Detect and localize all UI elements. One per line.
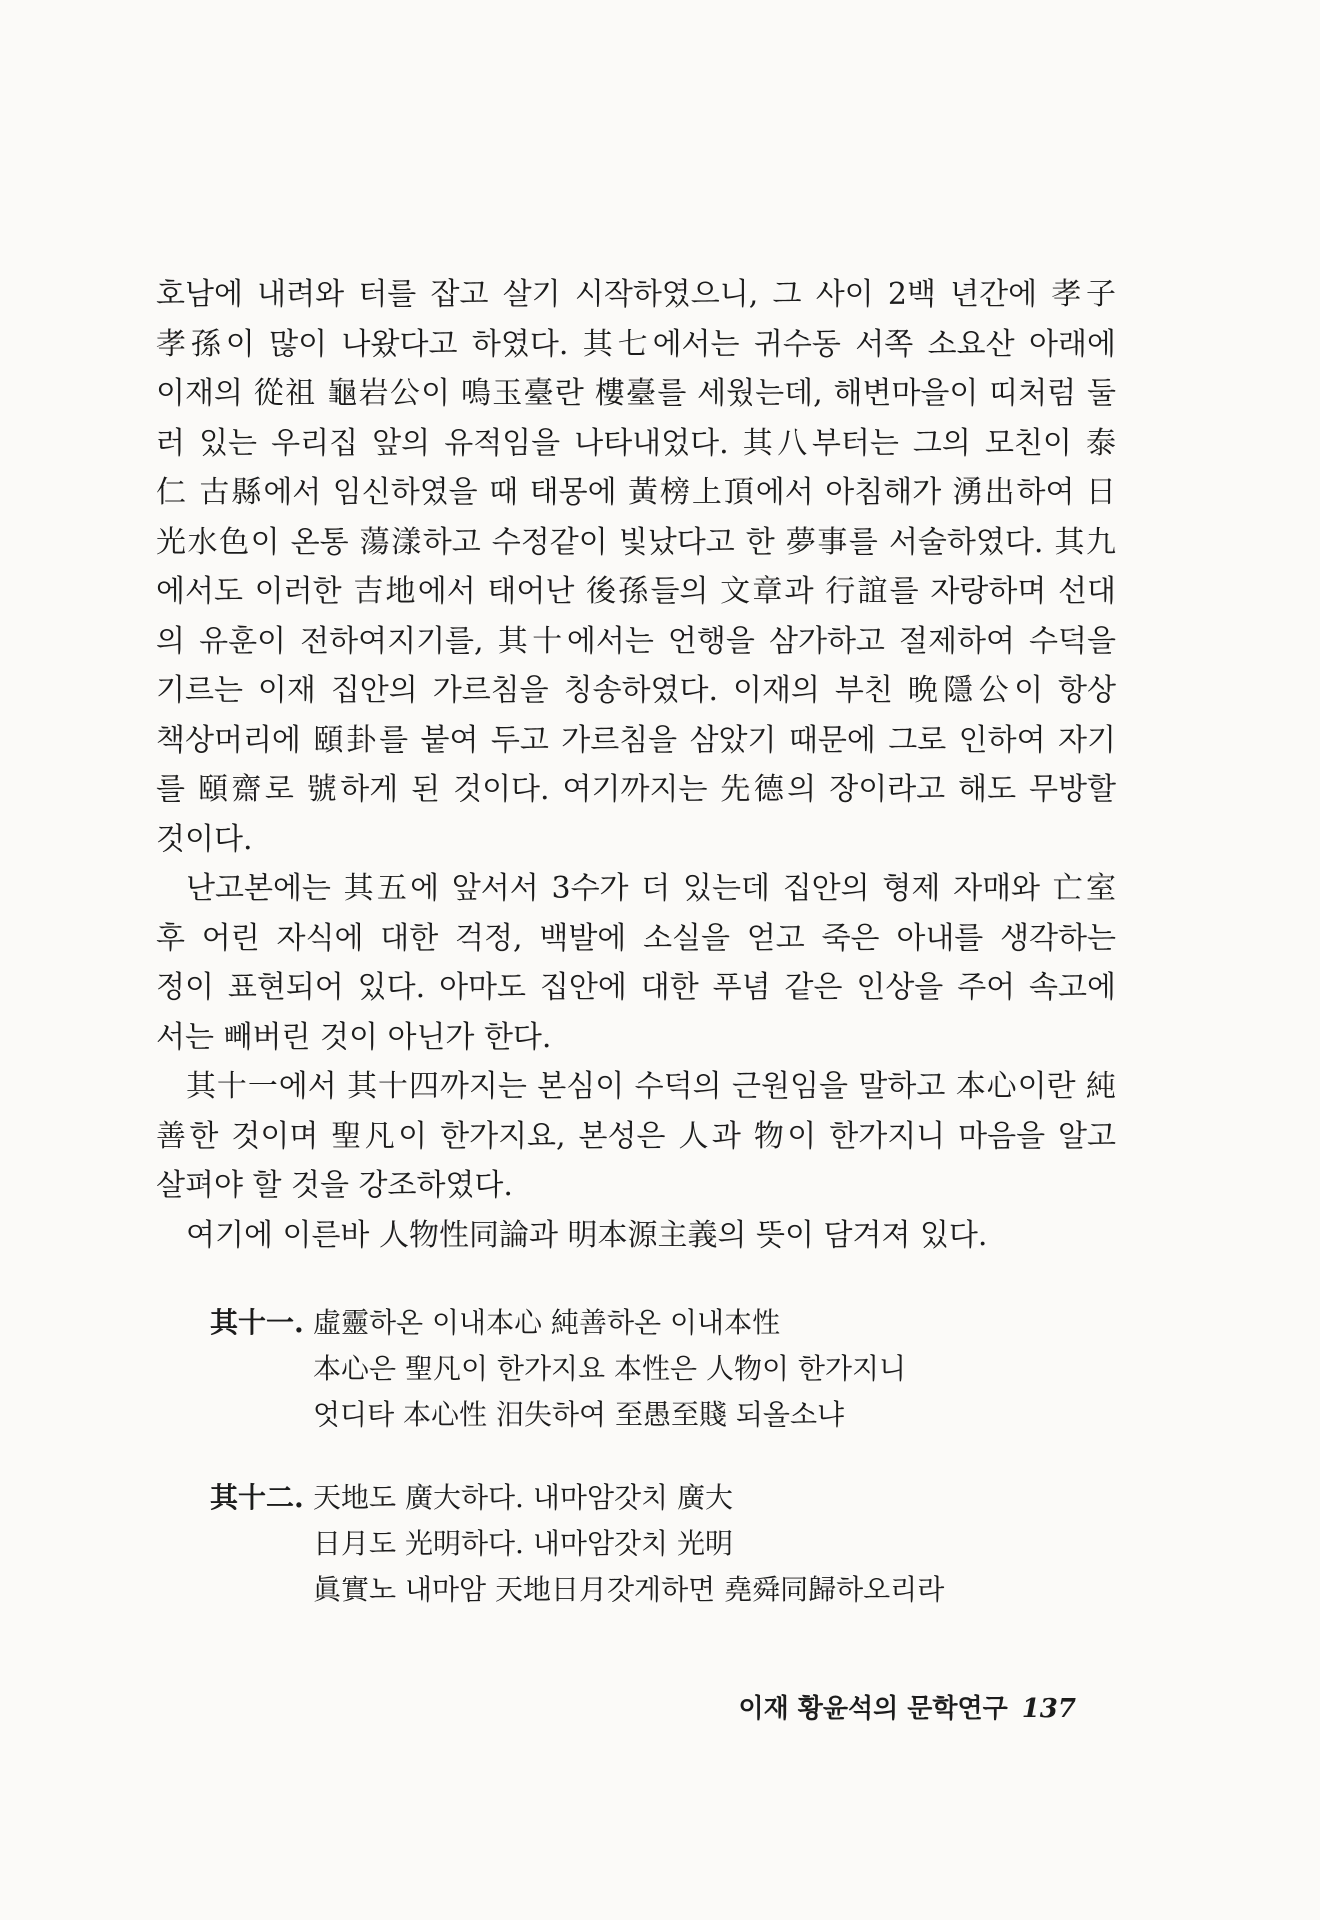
poem-line: 眞實노 내마암 天地日月갓게하면 堯舜同歸하오리라 <box>313 1573 945 1606</box>
body-text <box>156 270 1116 1260</box>
poem-line: 虛靈하온 이내本心 純善하온 이내本性 <box>313 1306 781 1339</box>
poem-line: 天地도 廣大하다. 내마암갓치 廣大 <box>313 1481 733 1514</box>
text-line: 기르는 이재 집안의 가르침을 칭송하였다. 이재의 부친 晩隱公이 항상 <box>156 673 1116 708</box>
text-line: 후 어린 자식에 대한 걱정, 백발에 소실을 얻고 죽은 아내를 생각하는 <box>156 920 1116 956</box>
text-line: 서는 빼버린 것이 아닌가 한다. <box>156 1019 552 1055</box>
text-line: 仁 古縣에서 임신하였을 때 태몽에 黃榜上頂에서 아침해가 湧出하여 日 <box>156 475 1116 510</box>
poem-line: 엇디타 本心性 汨失하여 至愚至賤 되올소냐 <box>313 1398 845 1431</box>
poem <box>210 1475 1010 1613</box>
text-line: 光水色이 온통 蕩漾하고 수정같이 빛났다고 한 夢事를 서술하였다. 其九 <box>156 524 1116 560</box>
text-line: 善한 것이며 聖凡이 한가지요, 본성은 人과 物이 한가지니 마음을 알고 <box>156 1118 1116 1154</box>
poem-lines <box>313 1300 1010 1438</box>
text-line: 孝孫이 많이 나왔다고 하였다. 其七에서는 귀수동 서쪽 소요산 아래에 <box>156 326 1116 362</box>
text-line: 책상머리에 頤卦를 붙여 두고 가르침을 삼았기 때문에 그로 인하여 자기 <box>156 722 1116 758</box>
text-line: 의 유훈이 전하여지기를, 其十에서는 언행을 삼가하고 절제하여 수덕을 <box>156 623 1116 659</box>
text-line: 정이 표현되어 있다. 아마도 집안에 대한 푸념 같은 인상을 주어 속고에 <box>156 970 1116 1005</box>
poem-line: 本心은 聖凡이 한가지요 本性은 人物이 한가지니 <box>313 1352 907 1385</box>
page-footer <box>738 1688 1076 1725</box>
text-line: 를 頤齋로 號하게 된 것이다. 여기까지는 先德의 장이라고 해도 무방할 <box>156 772 1116 807</box>
text-line: 난고본에는 其五에 앞서서 3수가 더 있는데 집안의 형제 자매와 亡室 <box>186 871 1116 906</box>
poem-lines <box>313 1475 1010 1613</box>
page-number: 137 <box>1021 1694 1076 1724</box>
text-line: 것이다. <box>156 821 253 857</box>
text-line: 살펴야 할 것을 강조하였다. <box>156 1168 513 1203</box>
poem <box>210 1300 1010 1438</box>
text-line: 에서도 이러한 吉地에서 태어난 後孫들의 文章과 行誼를 자랑하며 선대 <box>156 574 1116 609</box>
poem-section <box>210 1300 1010 1650</box>
running-title: 이재 황윤석의 문학연구 <box>738 1694 1008 1724</box>
text-line: 러 있는 우리집 앞의 유적임을 나타내었다. 其八부터는 그의 모친이 泰 <box>156 425 1116 461</box>
text-line: 여기에 이른바 人物性同論과 明本源主義의 뜻이 담겨져 있다. <box>186 1217 988 1253</box>
poem-number: 其十二. <box>210 1481 304 1514</box>
poem-line: 日月도 光明하다. 내마암갓치 光明 <box>313 1527 733 1560</box>
text-line: 其十一에서 其十四까지는 본심이 수덕의 근원임을 말하고 本心이란 純 <box>186 1069 1116 1104</box>
text-line: 호남에 내려와 터를 잡고 살기 시작하였으니, 그 사이 2백 년간에 孝子 <box>156 277 1116 312</box>
text-line: 이재의 從祖 龜岩公이 鳴玉臺란 樓臺를 세웠는데, 해변마을이 띠처럼 둘 <box>156 376 1116 411</box>
poem-number: 其十一. <box>210 1306 304 1339</box>
